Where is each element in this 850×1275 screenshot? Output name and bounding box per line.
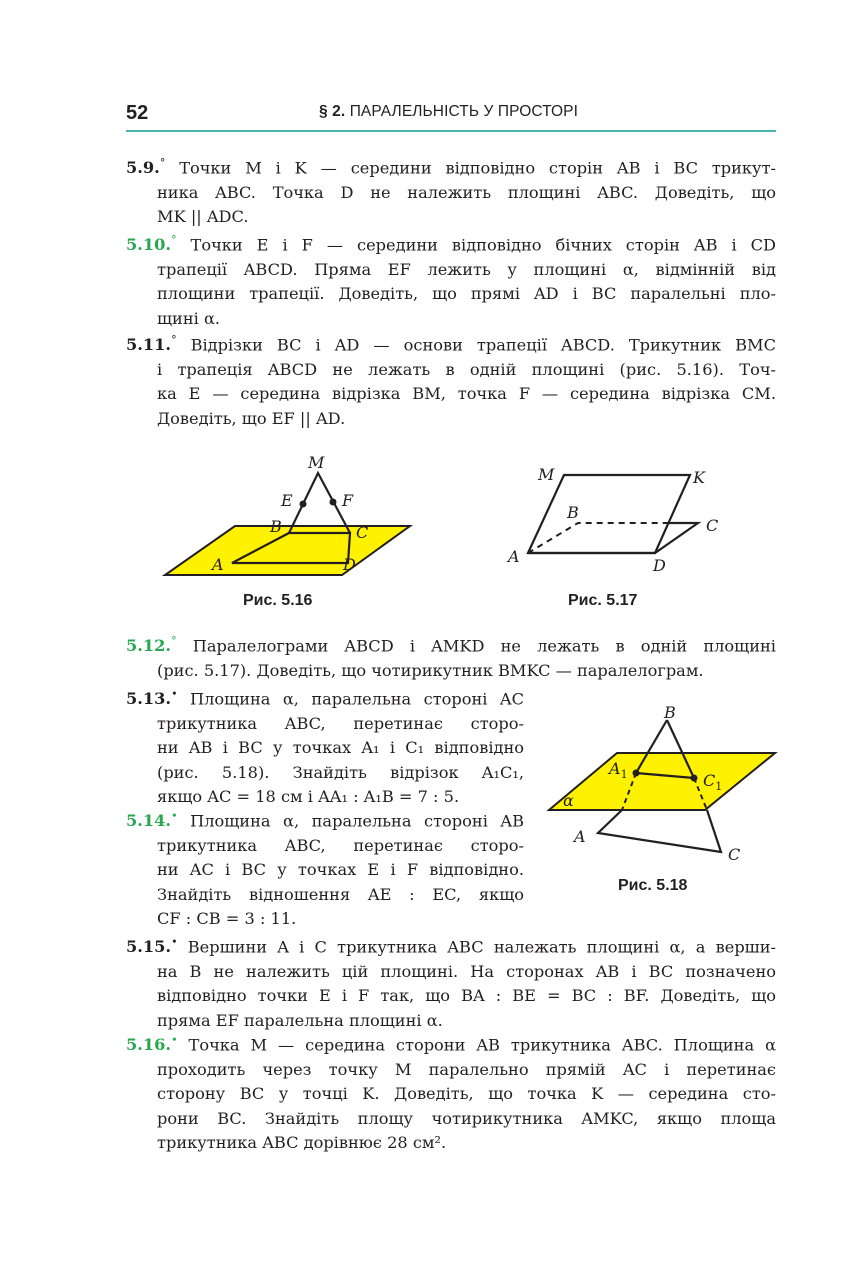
problem-line: Точка M — середина сторони AB трикутника ABC. Площина α <box>188 1035 776 1055</box>
problem-line: Паралелограми ABCD і AMKD не лежать в одній площині <box>192 636 776 656</box>
problem-5-11 <box>126 329 776 431</box>
parallelogram-abcd <box>528 523 698 553</box>
caption-5-17: Рис. 5.17 <box>568 592 638 609</box>
problem-line: трапеції ABCD. Пряма EF лежить у площині α, відмінній від <box>157 259 776 279</box>
figure-5-18 <box>545 700 780 870</box>
caption-5-18: Рис. 5.18 <box>618 877 688 894</box>
running-title <box>319 103 578 121</box>
problem-line: Вершини A і C трикутника ABC належать площині α, а верши- <box>187 937 776 957</box>
plane-alpha <box>549 753 775 810</box>
figure-5-16 <box>160 448 420 583</box>
problem-line: і трапеція ABCD не лежать в одній площині (рис. 5.16). Точ- <box>157 359 776 379</box>
section-title: ПАРАЛЕЛЬНІСТЬ У ПРОСТОРІ <box>349 103 579 120</box>
label-c: C <box>356 523 369 542</box>
hidden-edges <box>528 523 668 553</box>
label-d: D <box>343 555 356 574</box>
problem-line: відповідно точки E і F так, що BA : BE = BC : BF. Доведіть, що <box>157 986 776 1006</box>
problem-line: (рис. 5.18). Знайдіть відрізок A₁C₁, <box>157 762 524 782</box>
label-m: M <box>538 465 555 484</box>
label-b: B <box>270 517 282 536</box>
problem-line: рони BC. Знайдіть площу чотирикутника AMKC, якщо площа <box>157 1108 776 1128</box>
problem-number: 5.9.° <box>126 157 166 178</box>
problem-5-9 <box>126 152 776 230</box>
problem-line: ника ABC. Точка D не належить площині ABC. Доведіть, що <box>157 182 776 202</box>
problem-5-13 <box>126 683 524 809</box>
label-c: C <box>728 845 741 864</box>
label-a: A <box>212 555 224 574</box>
caption-5-16: Рис. 5.16 <box>243 592 313 609</box>
label-a1: $A_1$ <box>609 759 628 781</box>
problem-line: трикутника ABC дорівнює 28 см². <box>157 1133 447 1153</box>
label-alpha: α <box>563 791 574 810</box>
problem-number: 5.15.• <box>126 936 178 957</box>
point-e <box>300 501 307 508</box>
problem-line: Точки M і K — середини відповідно сторін AB і BC трикут- <box>179 158 776 178</box>
problem-number: 5.16.• <box>126 1034 178 1055</box>
problem-line: ка E — середина відрізка BM, точка F — середина відрізка CM. <box>157 384 776 404</box>
point-f <box>330 499 337 506</box>
point-c1 <box>691 775 698 782</box>
problem-line: площини трапеції. Доведіть, що прямі AD і BC паралельні пло- <box>157 284 776 304</box>
problem-number: 5.14.• <box>126 810 178 831</box>
figure-5-17 <box>500 455 730 580</box>
problem-line: Площина α, паралельна стороні AC <box>190 689 524 709</box>
label-b: B <box>567 503 579 522</box>
problem-line: проходить через точку M паралельно прямій AC і перетинає <box>157 1059 776 1079</box>
problem-line: на B не належить цій площині. На сторонах AB і BC позначено <box>157 961 776 981</box>
label-c1: $C_1$ <box>703 771 723 793</box>
problem-number: 5.10.° <box>126 234 177 255</box>
problem-5-10 <box>126 229 776 331</box>
problem-number: 5.12.° <box>126 635 177 656</box>
problem-line: трикутника ABC, перетинає сторо- <box>157 835 524 855</box>
problem-line: якщо AC = 18 см і AA₁ : A₁B = 7 : 5. <box>157 787 460 807</box>
section-label: § 2. <box>319 103 346 120</box>
label-c: C <box>706 516 719 535</box>
problem-line: ни AB і BC у точках A₁ і C₁ відповідно <box>157 738 524 758</box>
problem-number: 5.13.• <box>126 688 178 709</box>
problem-line: Доведіть, що EF || AD. <box>157 408 346 428</box>
problem-line: трикутника ABC, перетинає сторо- <box>157 713 524 733</box>
label-d: D <box>653 556 666 575</box>
label-e: E <box>281 491 293 510</box>
parallelogram-amkd <box>528 475 690 553</box>
problem-line: Знайдіть відношення AE : EC, якщо <box>157 884 524 904</box>
problem-line: щині α. <box>157 308 221 328</box>
triangle-base <box>598 810 721 852</box>
problem-line: ни AC і BC у точках E і F відповідно. <box>157 860 524 880</box>
triangle-bmc <box>289 473 350 533</box>
label-b: B <box>664 703 676 722</box>
problem-line: CF : CB = 3 : 11. <box>157 909 297 929</box>
problem-line: (рис. 5.17). Доведіть, що чотирикутник BMKC — паралелограм. <box>157 660 704 680</box>
problem-line: сторону BC у точці K. Доведіть, що точка K — середина сто- <box>157 1084 776 1104</box>
problem-line: Відрізки BC і AD — основи трапеції ABCD. Трикутник BMC <box>190 335 776 355</box>
page-number: 52 <box>126 102 149 124</box>
problem-5-15 <box>126 931 776 1033</box>
label-m: M <box>308 453 325 472</box>
header-rule <box>126 130 776 132</box>
label-a: A <box>508 547 520 566</box>
problem-5-14 <box>126 805 524 931</box>
label-a: A <box>574 827 586 846</box>
problem-line: Точки E і F — середини відповідно бічних сторін AB і CD <box>190 235 776 255</box>
label-k: K <box>693 468 705 487</box>
problem-line: пряма EF паралельна площині α. <box>157 1010 443 1030</box>
point-a1 <box>633 770 640 777</box>
problem-number: 5.11.° <box>126 334 177 355</box>
problem-5-12 <box>126 630 776 683</box>
page-header <box>126 98 776 132</box>
problem-5-16 <box>126 1029 776 1155</box>
label-f: F <box>342 491 354 510</box>
problem-line: MK || ADC. <box>157 207 249 227</box>
problem-line: Площина α, паралельна стороні AB <box>190 811 524 831</box>
